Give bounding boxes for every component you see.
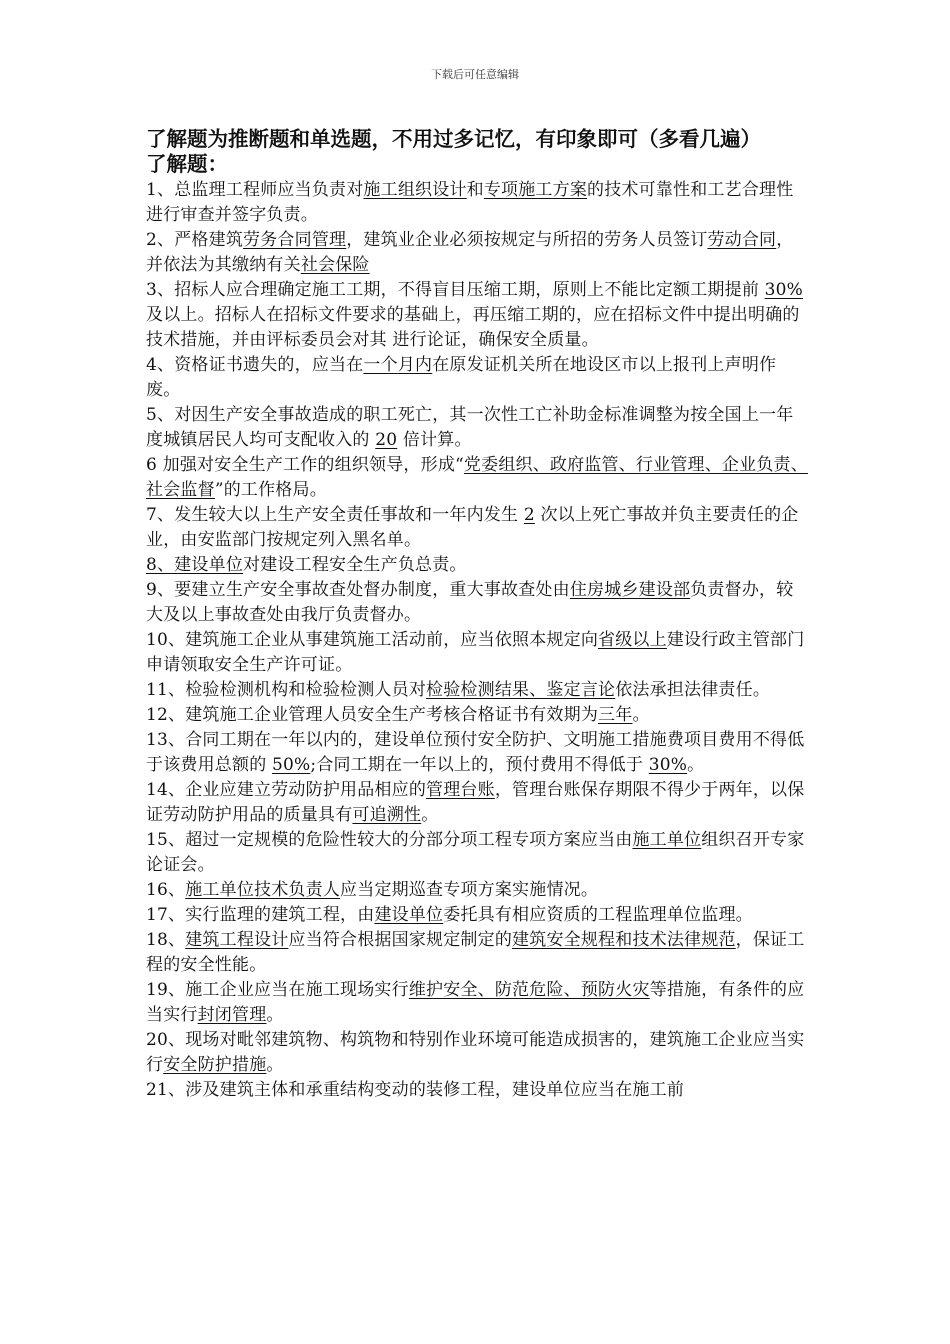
key-answer: 管理台账 [426,780,495,800]
item-text: 16、 [146,880,186,900]
key-answer: 建设单位 [374,905,444,925]
item-text: 12、建筑施工企业管理人员安全生产考核合格证书有效期为 [146,705,599,725]
question-item [146,878,810,903]
item-text: 的技术可靠性和工艺合理性进行审查并签字负责。 [146,180,794,225]
item-text: 13、合同工期在一年以内的，建设单位预付安全防护、文明施工措施费项目费用不得低于该费用总额的 [146,730,805,775]
key-answer: 30% [764,280,804,300]
question-item [146,978,810,1028]
key-answer: 维护安全、防范危险、预防火灾 [408,980,650,1000]
section-heading: 了解题： [146,152,228,176]
key-answer: 施工单位技术负责人 [185,880,341,900]
key-answer: 建筑工程设计 [185,930,289,950]
item-text: 负责督办，较大及以上事故查处由我厅负责督办。 [146,580,794,625]
key-answer: 检验检测结果、鉴定言论 [426,680,616,700]
item-text: 19、施工企业应当在施工现场实行 [146,980,409,1000]
question-item [146,628,810,678]
key-answer: 20 [375,430,398,450]
item-text: 。 [687,755,705,775]
item-text: 建设行政主管部门申请领取安全生产许可证。 [146,630,805,675]
item-text: ”的工作格局。 [214,480,327,500]
item-text: 组织召开专家论证会。 [146,830,805,875]
item-text: 对建设工程安全生产负总责。 [243,555,467,575]
item-text: 2、严格建筑 [146,230,244,250]
item-text: 18、 [146,930,186,950]
key-answer: 50% [272,755,311,775]
item-text: 5、对因生产安全事故造成的职工死亡，其一次性工亡补助金标准调整为按全国上一年度城镇居民人均可支配收入的 [146,405,794,450]
question-item [146,578,810,628]
key-answer: 可追溯性 [352,805,422,825]
item-text: 及以上。招标人在招标文件要求的基础上，再压缩工期的，应在招标文件中提出明确的技术措施，并由评标委员会对其 进行论证，确保安全质量。 [146,305,800,350]
item-text: 11、检验检测机构和检验检测人员对 [146,680,427,700]
key-answer: 安全防护措施 [163,1055,267,1075]
item-text: 。 [421,805,439,825]
question-item [146,678,810,703]
key-answer: 施工单位 [632,830,702,850]
item-text: 。 [266,1055,284,1075]
key-answer: 封闭管理 [197,1005,267,1025]
question-item [146,228,810,278]
question-item [146,403,810,453]
item-text: 应当定期巡查专项方案实施情况。 [340,880,599,900]
item-text: ，管理台账保存期限不得少于两年，以保证劳动防护用品的质量具有 [146,780,805,825]
key-answer: 一个月内 [363,355,433,375]
key-answer: 三年 [598,705,633,725]
question-list [146,178,810,1103]
key-answer: 社会保险 [300,255,370,275]
item-text: 21、涉及建筑主体和承重结构变动的装修工程，建设单位应当在施工前 [146,1080,685,1100]
question-item [146,1028,810,1078]
item-text: 等措施，有条件的应当实行 [146,980,805,1025]
question-item [146,453,810,503]
key-answer: 省级以上 [598,630,667,650]
item-text: 3、招标人应合理确定施工工期，不得盲目压缩工期，原则上不能比定额工期提前 [146,280,765,300]
key-answer: 2 [523,505,535,525]
question-item [146,553,810,578]
item-text: 14、企业应建立劳动防护用品相应的 [146,780,427,800]
item-text: 1、总监理工程师应当负责对 [146,180,364,200]
key-answer: 劳动合同 [707,230,777,250]
document-title: 了解题为推断题和单选题，不用过多记忆，有印象即可（多看几遍） [146,127,761,151]
item-text: 20、现场对毗邻建筑物、构筑物和特别作业环境可能造成损害的，建筑施工企业应当实行 [146,1030,805,1075]
item-text: 。 [266,1005,284,1025]
key-answer: 劳务合同管理 [243,230,347,250]
item-text: 在原发证机关所在地设区市以上报刊上声明作废。 [146,355,777,400]
page-header: 下载后可任意编辑 [431,68,519,81]
item-text: ，保证工程的安全性能。 [146,930,805,975]
question-item [146,928,810,978]
item-text: 委托具有相应资质的工程监理单位监理。 [443,905,753,925]
key-answer: 党委组织、政府监管、行业管理、企业负责、社会监督 [146,455,808,500]
key-answer: 建筑安全规程和技术法律规范 [512,930,736,950]
item-text: 应当符合根据国家规定制定的 [288,930,513,950]
question-item [146,778,810,828]
item-text: 。 [632,705,650,725]
question-item [146,278,810,353]
question-item [146,178,810,228]
question-item [146,903,810,928]
question-item [146,503,810,553]
question-item [146,353,810,403]
key-answer: 施工组织设计 [363,180,467,200]
item-text: 和 [466,180,484,200]
key-answer: 专项施工方案 [483,180,588,200]
key-answer: 30% [648,755,688,775]
item-text: ，并依法为其缴纳有关 [146,230,794,275]
item-text: 9、要建立生产安全事故查处督办制度，重大事故查处由 [146,580,570,600]
item-text: ，建筑业企业必须按规定与所招的劳务人员签订 [346,230,708,250]
key-answer: 住房城乡建设部 [569,580,691,600]
item-text: 15、超过一定规模的危险性较大的分部分项工程专项方案应当由 [146,830,633,850]
item-text: 4、资格证书遗失的，应当在 [146,355,364,375]
item-text: 依法承担法律责任。 [615,680,771,700]
question-item [146,703,810,728]
item-text: ;合同工期在一年以上的，预付费用不得低于 [310,755,649,775]
item-text: 17、实行监理的建筑工程，由 [146,905,375,925]
item-text: 次以上死亡事故并负主要责任的企业，由安监部门按规定列入黑名单。 [146,505,799,550]
question-item [146,828,810,878]
item-text: 倍计算。 [397,430,472,450]
item-text: 10、建筑施工企业从事建筑施工活动前，应当依照本规定向 [146,630,599,650]
key-answer: 8、建设单位 [146,555,244,575]
question-item [146,1078,810,1103]
item-text: 6 加强对安全生产工作的组织领导，形成“ [146,455,464,475]
document-body [146,127,810,1103]
question-item [146,728,810,778]
item-text: 7、发生较大以上生产安全责任事故和一年内发生 [146,505,524,525]
